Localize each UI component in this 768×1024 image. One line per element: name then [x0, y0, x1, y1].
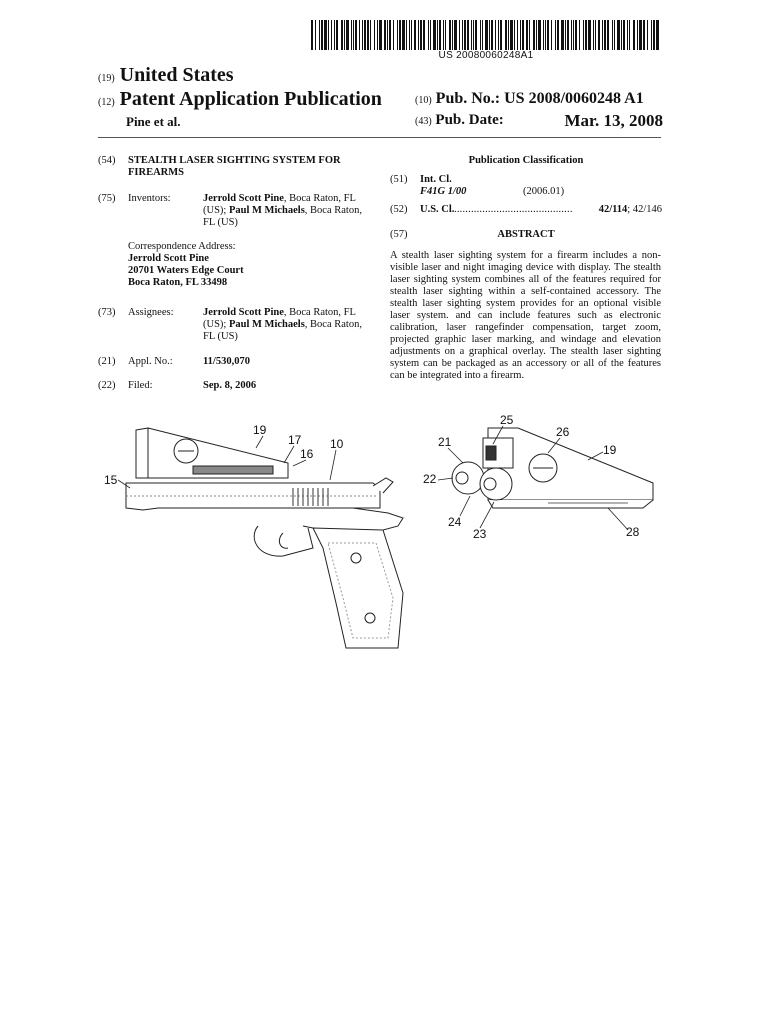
barcode-bar	[420, 20, 422, 50]
barcode-bar	[364, 20, 366, 50]
barcode-bar	[485, 20, 488, 50]
barcode-bar	[473, 20, 474, 50]
ref-21: 21	[438, 435, 452, 449]
pubno-label: Pub. No.:	[435, 90, 501, 107]
barcode-bar	[607, 20, 609, 50]
barcode-bar	[575, 20, 577, 50]
ref-23: 23	[473, 527, 487, 541]
ref-10: 10	[330, 437, 344, 451]
barcode-bar	[489, 20, 490, 50]
correspondence-address	[128, 241, 368, 289]
barcode-bar	[571, 20, 572, 50]
appl-field	[98, 356, 368, 370]
filed-date: Sep. 8, 2006	[203, 380, 257, 391]
barcode-bar	[588, 20, 591, 50]
barcode-bar	[538, 20, 541, 50]
barcode-bar	[573, 20, 574, 50]
us-cl-value	[597, 204, 662, 216]
barcode-bar	[561, 20, 564, 50]
barcode-bar	[491, 20, 493, 50]
barcode-bar	[598, 20, 600, 50]
appl-code: (21)	[98, 356, 116, 367]
barcode-bar	[555, 20, 556, 50]
pub-number-line	[415, 90, 644, 108]
ref-19a: 19	[253, 423, 267, 437]
barcode-bar	[328, 20, 329, 50]
barcode-bar	[331, 20, 332, 50]
barcode-bar	[324, 20, 327, 50]
filed-label: Filed:	[128, 380, 153, 391]
trigger-guard	[254, 526, 313, 556]
correspondence-line-1: Jerrold Scott Pine	[128, 253, 209, 264]
barcode-bar	[475, 20, 477, 50]
barcode-bar	[505, 20, 507, 50]
inventors-code: (75)	[98, 193, 116, 204]
barcode-bar	[443, 20, 444, 50]
pub-date-line	[415, 112, 663, 129]
pistol-drawing	[126, 428, 403, 648]
barcode-bar	[637, 20, 638, 50]
barcode-bar	[520, 20, 521, 50]
barcode-bar	[639, 20, 642, 50]
barcode-bar	[402, 20, 405, 50]
barcode-bar	[311, 20, 313, 50]
barcode-bar	[623, 20, 625, 50]
assignee-2: Paul M Michaels	[228, 319, 305, 330]
barcode-bar	[406, 20, 407, 50]
barcode-bar	[315, 20, 316, 50]
barcode-bar	[557, 20, 559, 50]
barcode-bar	[437, 20, 438, 50]
us-cl-primary: 42/114	[598, 204, 628, 215]
barcode-bar	[384, 20, 386, 50]
barcode-bar	[595, 20, 596, 50]
int-cl-label: Int. Cl.	[420, 174, 452, 185]
barcode-bar	[362, 20, 363, 50]
barcode-bar	[471, 20, 472, 50]
barcode-bar	[397, 20, 398, 50]
barcode-bar	[379, 20, 382, 50]
barcode-bar	[526, 20, 528, 50]
barcode-bar	[643, 20, 645, 50]
barcode-number: US 20080060248A1	[438, 50, 534, 61]
barcode-bar	[510, 20, 513, 50]
abstract-heading: ABSTRACT	[497, 229, 555, 240]
barcode-bar	[389, 20, 391, 50]
barcode-bar	[633, 20, 635, 50]
barcode-bar	[430, 20, 431, 50]
barcode-bar	[370, 20, 371, 50]
pubtype-code: (12)	[98, 97, 115, 108]
classification-heading: Publication Classification	[468, 155, 584, 166]
barcode-bar	[653, 20, 655, 50]
inventor-2: Paul M Michaels	[228, 205, 305, 216]
barcode-bar	[439, 20, 441, 50]
ref-17: 17	[288, 433, 302, 447]
pubno-value: US 2008/0060248 A1	[504, 90, 644, 107]
barcode-bar	[656, 20, 659, 50]
barcode-bar	[387, 20, 388, 50]
barcode-bar	[536, 20, 537, 50]
int-cl-field	[390, 174, 662, 202]
barcode-bar	[452, 20, 453, 50]
barcode-bar	[500, 20, 502, 50]
barcode-bar	[411, 20, 412, 50]
assignee-1-location: , Boca Raton, FL (US);	[203, 307, 356, 330]
barcode-bar	[346, 20, 349, 50]
title-code: (54)	[98, 155, 116, 166]
header-divider	[98, 137, 661, 138]
country-line	[98, 64, 234, 87]
us-cl-code: (52)	[390, 204, 408, 215]
title-field	[98, 155, 368, 185]
appl-label: Appl. No.:	[128, 356, 173, 367]
pubdate-label: Pub. Date:	[435, 112, 504, 128]
int-cl-year: (2006.01)	[523, 186, 565, 197]
barcode-bar	[414, 20, 416, 50]
barcode-bar	[462, 20, 463, 50]
inventors-label: Inventors:	[128, 193, 171, 204]
inventor-2-location: , Boca Raton, FL (US)	[203, 205, 362, 228]
correspondence-label: Correspondence Address:	[128, 241, 236, 252]
barcode-bar	[467, 20, 469, 50]
barcode-bar	[433, 20, 436, 50]
barcode-bar	[359, 20, 360, 50]
barcode-bar	[495, 20, 496, 50]
ref-28: 28	[626, 525, 640, 539]
barcode-bar	[593, 20, 594, 50]
ref-16: 16	[300, 447, 314, 461]
appl-number: 11/530,070	[203, 356, 250, 367]
inventors-field	[98, 193, 368, 233]
int-cl-class: F41G 1/00	[420, 186, 467, 197]
us-cl-field	[390, 204, 662, 218]
barcode-bar	[498, 20, 499, 50]
barcode-bar	[551, 20, 552, 50]
inventors-short: Pine et al.	[126, 114, 181, 129]
assignee-2-location: , Boca Raton, FL (US)	[203, 319, 362, 342]
abstract-text: A stealth laser sighting system for a firearm includes a non-visible laser and night imaging device with display. The stealth laser sighting system combines all of the features required for stealth laser sighting within a self-contained accessory. The stealth laser sighting system provides for an optional visible laser system. and can include features such as electronic calibration, laser rangefinder compensation, target zoom, projected graphic laser marking, and windage and elevation adjustments on a graphical overlay. The stealth laser sighting system can be packaged as an accessory or all of the features can be integrated into a firearm.	[390, 250, 661, 381]
barcode-bar	[377, 20, 378, 50]
correspondence-line-3: Boca Raton, FL 33498	[128, 277, 228, 288]
barcode-bar	[454, 20, 457, 50]
ref-24: 24	[448, 515, 462, 529]
barcode-bar	[583, 20, 584, 50]
barcode-bar	[602, 20, 603, 50]
filed-code: (22)	[98, 380, 116, 391]
barcode-bar	[480, 20, 481, 50]
barcode-bar	[423, 20, 425, 50]
barcode-bar	[585, 20, 587, 50]
inventor-1-location: , Boca Raton, FL (US);	[203, 193, 356, 216]
filed-field	[98, 380, 368, 394]
barcode-bar	[529, 20, 530, 50]
barcode-bar	[579, 20, 580, 50]
barcode-bar	[614, 20, 615, 50]
barcode-bar	[336, 20, 338, 50]
barcode-bar	[321, 20, 323, 50]
barcode-bar	[547, 20, 549, 50]
invention-title: STEALTH LASER SIGHTING SYSTEM FOR FIREARMS	[128, 155, 341, 178]
barcode-bar	[367, 20, 369, 50]
publication-type-line	[98, 88, 382, 111]
abstract-code: (57)	[390, 229, 408, 240]
country-code: (19)	[98, 73, 115, 84]
publication-type: Patent Application Publication	[119, 88, 382, 110]
barcode-bar	[418, 20, 419, 50]
barcode-bar	[508, 20, 509, 50]
pubno-code: (10)	[415, 95, 432, 106]
barcode-bar	[647, 20, 648, 50]
us-cl-dots: ..........................................	[454, 204, 573, 215]
assignees-code: (73)	[98, 307, 116, 318]
country: United States	[119, 64, 234, 86]
barcode-bar	[543, 20, 544, 50]
barcode-bar	[319, 20, 320, 50]
barcode-bar	[445, 20, 446, 50]
barcode-bar	[621, 20, 622, 50]
abstract-header	[390, 229, 662, 243]
barcode-bar	[409, 20, 410, 50]
inventors-value	[203, 193, 365, 229]
inventor-1: Jerrold Scott Pine	[203, 193, 284, 204]
patent-drawings	[98, 408, 668, 658]
int-cl-code: (51)	[390, 174, 408, 185]
barcode-bar	[393, 20, 394, 50]
us-cl-secondary: ; 42/146	[627, 204, 662, 215]
barcode-bar	[464, 20, 466, 50]
barcode-bar	[449, 20, 451, 50]
display-window	[486, 446, 496, 460]
barcode-bar	[399, 20, 401, 50]
barcode-bar	[567, 20, 569, 50]
ref-22: 22	[423, 472, 437, 486]
correspondence-line-2: 20701 Waters Edge Court	[128, 265, 244, 276]
assignees-field	[98, 307, 368, 347]
ref-19b: 19	[603, 443, 617, 457]
barcode-bar	[459, 20, 460, 50]
barcode-bar	[428, 20, 429, 50]
barcode-bar	[353, 20, 354, 50]
barcode-bar	[533, 20, 535, 50]
device-drawing	[452, 428, 653, 508]
barcode	[311, 20, 661, 50]
barcode-bar	[604, 20, 606, 50]
ref-26: 26	[556, 425, 570, 439]
barcode-bar	[565, 20, 566, 50]
barcode-bar	[545, 20, 546, 50]
barcode-bar	[355, 20, 357, 50]
barcode-bar	[351, 20, 352, 50]
barcode-bar	[344, 20, 345, 50]
barcode-bar	[334, 20, 335, 50]
pubdate-code: (43)	[415, 116, 432, 127]
ref-25: 25	[500, 413, 514, 427]
pistol-slide	[126, 483, 380, 510]
assignees-value	[203, 307, 365, 343]
barcode-bar	[629, 20, 630, 50]
barcode-bar	[627, 20, 628, 50]
barcode-bar	[374, 20, 375, 50]
barcode-bar	[517, 20, 518, 50]
assignee-1: Jerrold Scott Pine	[203, 307, 284, 318]
barcode-bar	[341, 20, 343, 50]
mount-rail	[193, 466, 273, 474]
barcode-bar	[651, 20, 652, 50]
barcode-bar	[612, 20, 613, 50]
barcode-bar	[514, 20, 515, 50]
barcode-bar	[522, 20, 524, 50]
us-cl-label: U.S. Cl.	[420, 204, 455, 215]
ref-15: 15	[104, 473, 118, 487]
barcode-bar	[617, 20, 620, 50]
pubdate-value: Mar. 13, 2008	[564, 111, 663, 130]
barcode-bar	[482, 20, 483, 50]
assignees-label: Assignees:	[128, 307, 174, 318]
